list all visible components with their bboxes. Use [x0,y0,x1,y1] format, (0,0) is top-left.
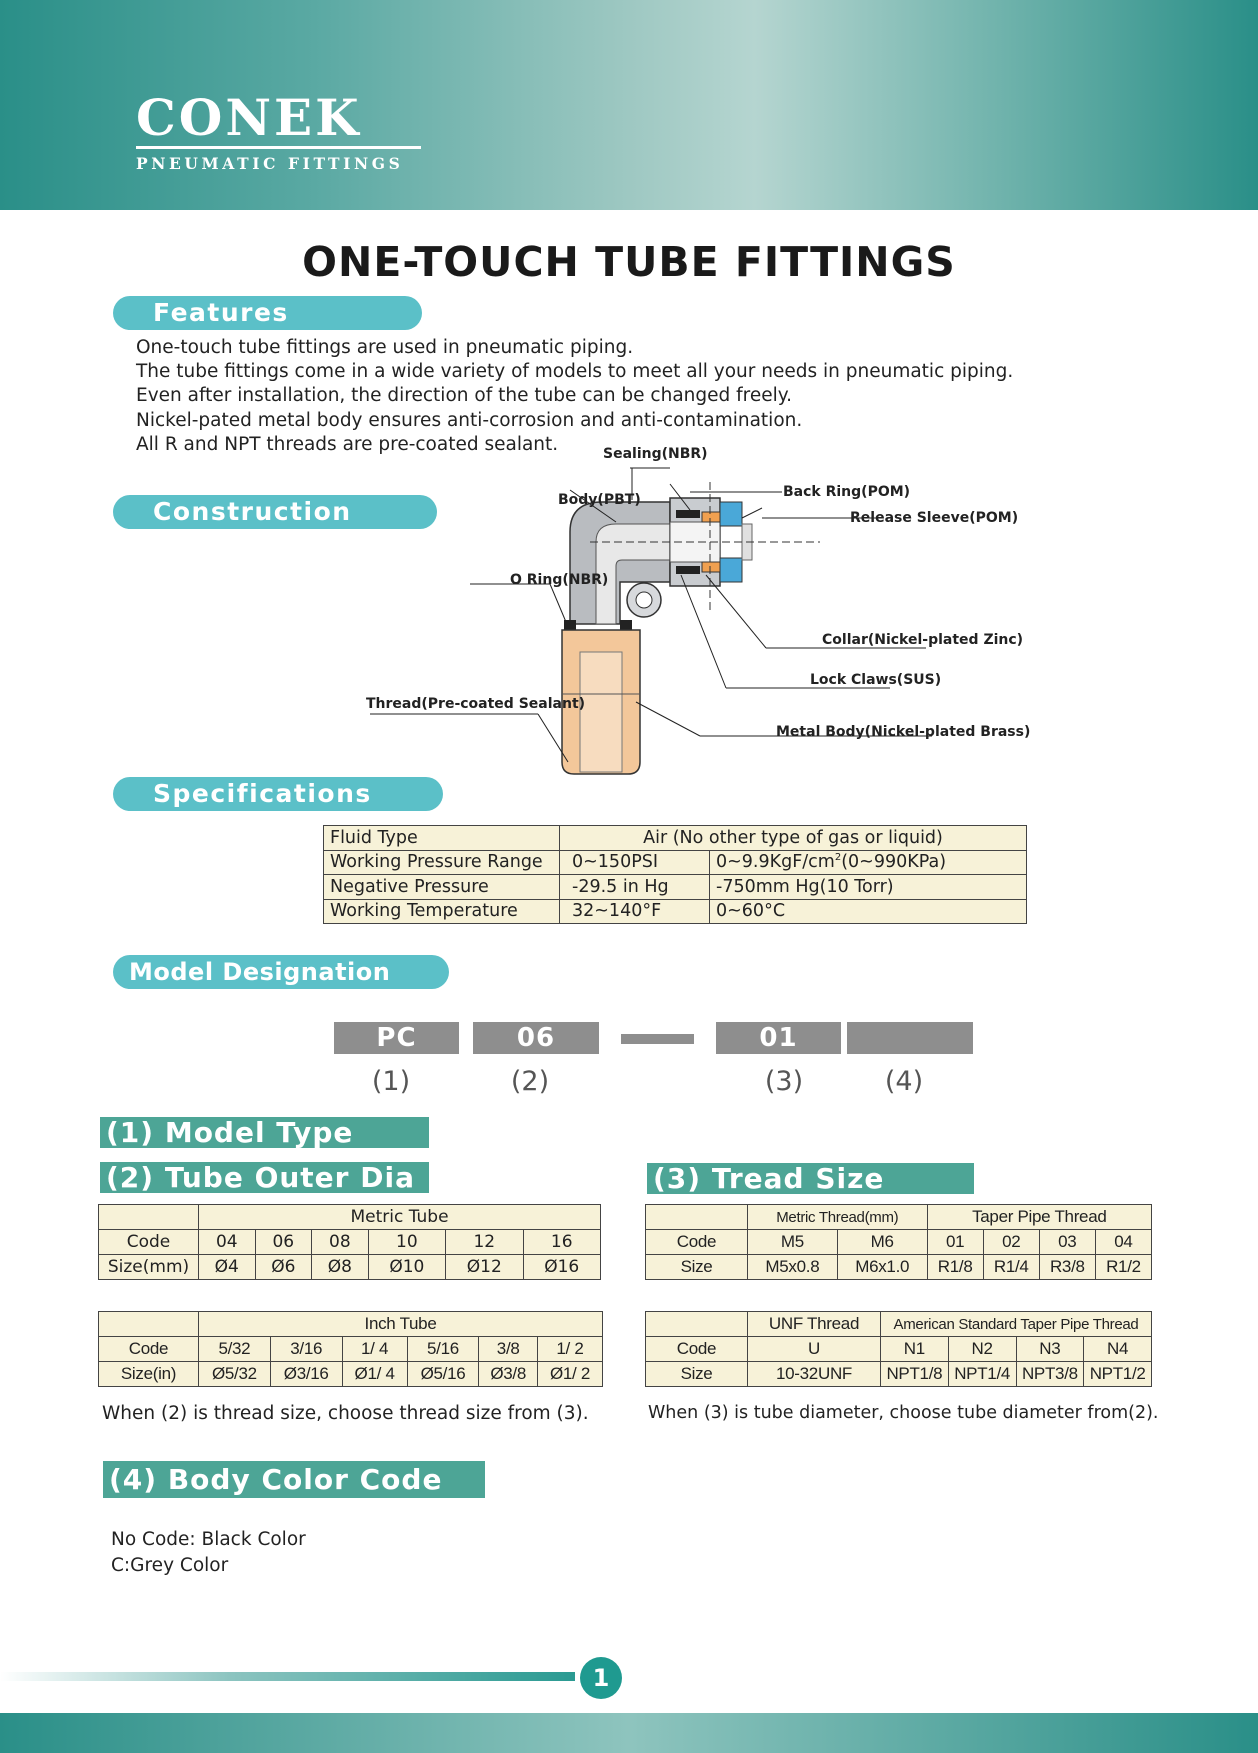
row-label: Code [99,1337,199,1362]
feature-line: All R and NPT threads are pre-coated sealant. [136,433,559,455]
list-item: C:Grey Color [111,1555,229,1576]
label-body: Body(PBT) [558,492,641,508]
table-cell: 5/32 [199,1337,271,1362]
table-cell: M5x0.8 [748,1255,838,1280]
row-label: Code [646,1337,748,1362]
table-row [324,875,1027,900]
spec-value: -29.5 in Hg [560,875,710,900]
row-label: Size [646,1255,748,1280]
note-tube-diameter: When (3) is tube diameter, choose tube diameter from(2). [648,1403,1159,1423]
thread-table-metric-taper [645,1204,1152,1280]
table-row [646,1205,1152,1230]
table-row [324,826,1027,851]
table-row [99,1230,601,1255]
table-cell: Ø6 [255,1255,312,1280]
table-cell: Ø12 [446,1255,523,1280]
table-cell: R1/4 [983,1255,1039,1280]
spec-value: 32~140°F [560,899,710,924]
table-row [646,1362,1152,1387]
table-row [646,1230,1152,1255]
group-header: Metric Tube [199,1205,601,1230]
label-lock-claws: Lock Claws(SUS) [810,672,942,688]
table-cell: 10 [368,1230,445,1255]
table-cell: Ø1/ 4 [342,1362,407,1387]
model-number-4: (4) [884,1066,924,1097]
page-title: ONE-TOUCH TUBE FITTINGS [302,238,956,286]
footer-banner [0,1713,1258,1753]
model-number-3: (3) [764,1066,804,1097]
spec-label: Working Temperature [324,899,560,924]
table-cell: M6x1.0 [837,1255,927,1280]
specifications-heading: Specifications [113,777,443,811]
row-label: Code [99,1230,199,1255]
table-cell: N2 [948,1337,1016,1362]
table-cell: Ø3/8 [479,1362,538,1387]
tube-outer-dia-heading: (2) Tube Outer Dia [100,1162,429,1193]
table-cell: Ø5/32 [199,1362,271,1387]
table-cell: R1/8 [927,1255,983,1280]
model-box-thread: 01 [716,1022,841,1054]
table-cell: R1/2 [1095,1255,1151,1280]
brand-logo [136,88,421,173]
spec-value: Air (No other type of gas or liquid) [560,826,1027,851]
table-cell: NPT1/4 [948,1362,1016,1387]
spec-label: Fluid Type [324,826,560,851]
list-item: No Code: Black Color [111,1529,306,1550]
group-header: Taper Pipe Thread [927,1205,1151,1230]
spec-value: -750mm Hg(10 Torr) [710,875,1027,900]
tread-size-heading: (3) Tread Size [647,1163,974,1194]
table-cell: 3/16 [270,1337,342,1362]
features-list [136,336,1013,457]
table-row [99,1312,603,1337]
model-number-2: (2) [510,1066,550,1097]
table-cell: N4 [1084,1337,1152,1362]
model-type-heading: (1) Model Type [100,1117,429,1148]
header-banner [0,0,1258,210]
color-code-list [111,1527,306,1579]
table-cell: Ø4 [199,1255,256,1280]
label-release-sleeve: Release Sleeve(POM) [850,510,1019,526]
table-cell: 06 [255,1230,312,1255]
table-cell: Ø8 [312,1255,369,1280]
spec-label: Working Pressure Range [324,850,560,875]
body-color-code-heading: (4) Body Color Code [103,1461,485,1498]
table-cell: 16 [523,1230,601,1255]
table-row [324,899,1027,924]
feature-line: Even after installation, the direction of the tube can be changed freely. [136,385,792,407]
label-collar: Collar(Nickel-plated Zinc) [822,632,1024,648]
pressure-sup: 2 [834,852,842,864]
brand-name: CONEK [136,92,421,149]
table-cell: 04 [199,1230,256,1255]
table-cell: 10-32UNF [748,1362,881,1387]
table-cell: 1/ 2 [537,1337,602,1362]
model-box-type: PC [334,1022,459,1054]
metric-tube-table [98,1204,601,1280]
row-label: Size(mm) [99,1255,199,1280]
table-cell: N1 [881,1337,949,1362]
table-row [99,1337,603,1362]
spec-value [710,850,1027,875]
table-cell: 5/16 [407,1337,479,1362]
row-label: Code [646,1230,748,1255]
table-cell: U [748,1337,881,1362]
table-row [99,1205,601,1230]
footer-divider [0,1672,575,1681]
table-cell: 03 [1039,1230,1095,1255]
table-row [646,1337,1152,1362]
thread-table-unf-npt [645,1311,1152,1387]
table-cell: 01 [927,1230,983,1255]
group-header: American Standard Taper Pipe Thread [881,1312,1152,1337]
table-cell: Ø3/16 [270,1362,342,1387]
group-header: UNF Thread [748,1312,881,1337]
table-cell: Ø10 [368,1255,445,1280]
table-row [99,1362,603,1387]
table-cell: 04 [1095,1230,1151,1255]
model-designation-heading: Model Designation [113,955,449,989]
label-sealing: Sealing(NBR) [603,446,708,462]
features-heading: Features [113,296,422,330]
table-row [99,1255,601,1280]
row-label: Size(in) [99,1362,199,1387]
table-cell: N3 [1016,1337,1084,1362]
table-cell: Ø1/ 2 [537,1362,602,1387]
table-cell: R3/8 [1039,1255,1095,1280]
construction-diagram [366,446,1050,792]
table-cell: 12 [446,1230,523,1255]
note-thread-size: When (2) is thread size, choose thread size from (3). [102,1403,589,1424]
table-cell: 3/8 [479,1337,538,1362]
model-box-color [847,1022,973,1054]
model-dash [621,1034,694,1044]
feature-line: Nickel-pated metal body ensures anti-corrosion and anti-contamination. [136,409,803,431]
row-label: Size [646,1362,748,1387]
table-row [324,850,1027,875]
brand-tagline: PNEUMATIC FITTINGS [136,154,404,173]
table-cell: 08 [312,1230,369,1255]
construction-heading: Construction [113,495,437,529]
table-row [646,1255,1152,1280]
spec-value: 0~150PSI [560,850,710,875]
model-box-tube: 06 [473,1022,599,1054]
group-header: Inch Tube [199,1312,603,1337]
table-cell: 02 [983,1230,1039,1255]
table-cell: Ø16 [523,1255,601,1280]
table-cell: NPT1/2 [1084,1362,1152,1387]
table-cell: M5 [748,1230,838,1255]
specifications-table [323,825,1027,924]
feature-line: The tube fittings come in a wide variety of models to meet all your needs in pneumatic piping. [136,361,1014,383]
spec-label: Negative Pressure [324,875,560,900]
label-thread: Thread(Pre-coated Sealant) [366,696,586,712]
pressure-kpa: (0~990KPa) [841,852,947,873]
table-cell: 1/ 4 [342,1337,407,1362]
feature-line: One-touch tube fittings are used in pneumatic piping. [136,337,634,358]
table-cell: NPT3/8 [1016,1362,1084,1387]
table-cell: NPT1/8 [881,1362,949,1387]
page-number: 1 [580,1657,622,1699]
label-o-ring: O Ring(NBR) [510,572,609,588]
group-header: Metric Thread(mm) [748,1205,928,1230]
table-cell: Ø5/16 [407,1362,479,1387]
table-cell: M6 [837,1230,927,1255]
spec-value: 0~60°C [710,899,1027,924]
label-back-ring: Back Ring(POM) [783,484,911,500]
label-metal-body: Metal Body(Nickel-plated Brass) [776,724,1031,740]
inch-tube-table [98,1311,603,1387]
pressure-kgf: 0~9.9KgF/cm [716,852,835,873]
table-row [646,1312,1152,1337]
model-number-1: (1) [371,1066,411,1097]
